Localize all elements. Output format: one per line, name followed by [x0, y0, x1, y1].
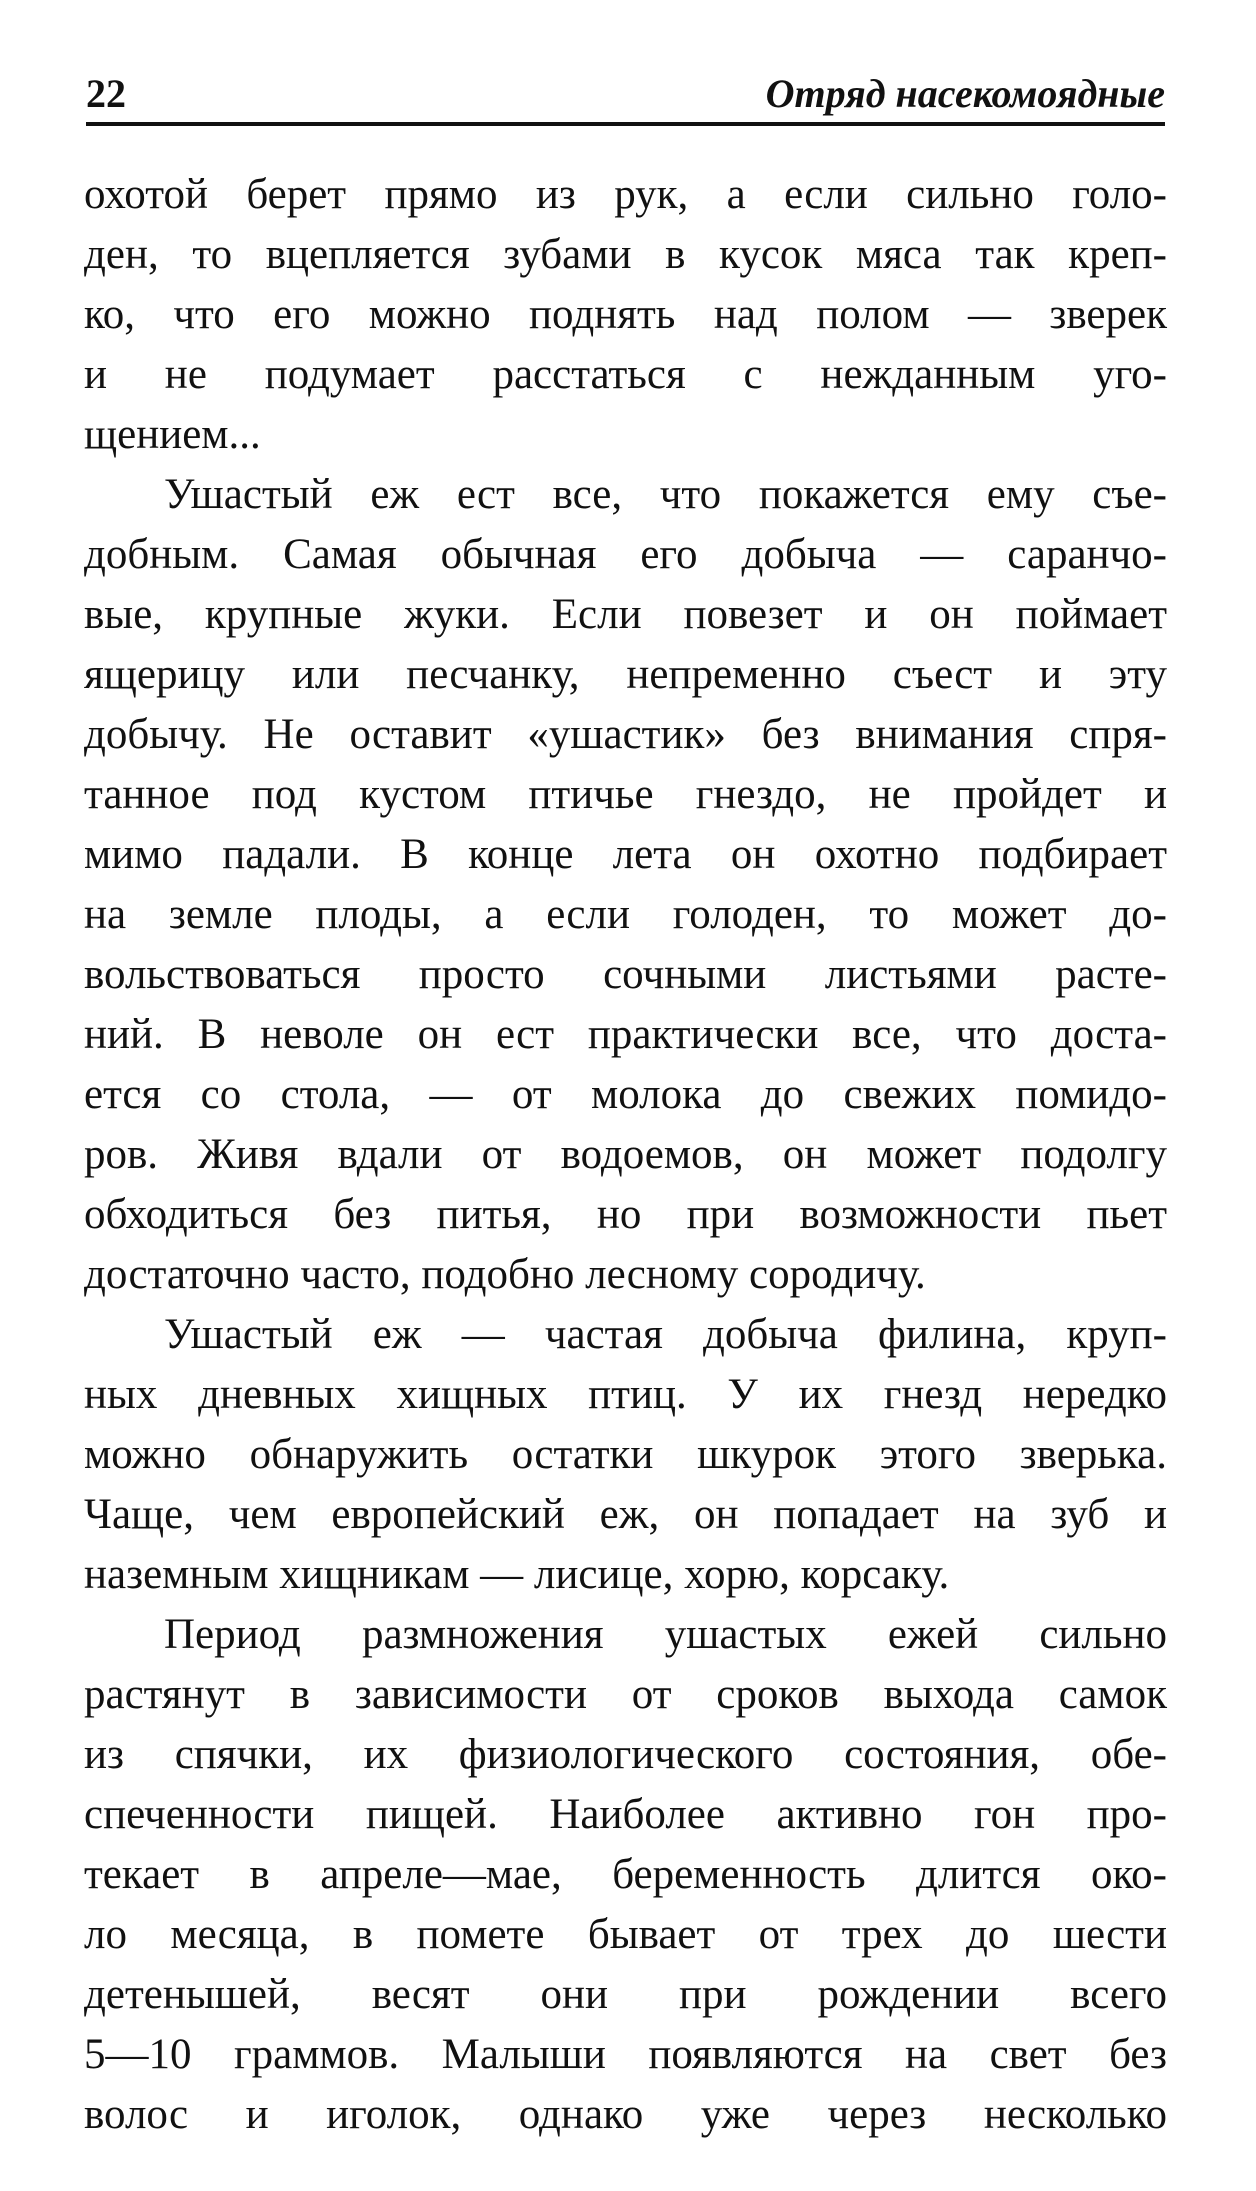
- text-line: Ушастый еж — частая добыча филина, круп-: [164, 1311, 1167, 1358]
- header-rule: [86, 122, 1165, 126]
- text-line: ящерицу или песчанку, непременно съест и эту: [84, 651, 1167, 698]
- text-line: 5—10 граммов. Малыши появляются на свет без: [84, 2031, 1167, 2078]
- text-line: Чаще, чем европейский еж, он попадает на зуб и: [84, 1491, 1167, 1538]
- text-line: ется со стола, — от молока до свежих помидо-: [84, 1071, 1167, 1118]
- text-line: Период размножения ушастых ежей сильно: [164, 1611, 1167, 1658]
- text-line: растянут в зависимости от сроков выхода самок: [84, 1671, 1167, 1718]
- text-line: ко, что его можно поднять над полом — зверек: [84, 291, 1167, 338]
- text-line: можно обнаружить остатки шкурок этого зверька.: [84, 1431, 1167, 1478]
- text-line: ров. Живя вдали от водоемов, он может подолгу: [84, 1131, 1167, 1178]
- text-line: щением...: [84, 411, 261, 458]
- running-title: Отряд насекомоядные: [765, 71, 1165, 116]
- text-line: ло месяца, в помете бывает от трех до шести: [84, 1911, 1167, 1958]
- text-line: охотой берет прямо из рук, а если сильно голо-: [84, 171, 1167, 218]
- page-header: [86, 70, 1165, 130]
- text-line: достаточно часто, подобно лесному сородичу.: [84, 1251, 926, 1298]
- text-line: на земле плоды, а если голоден, то может до-: [84, 891, 1167, 938]
- text-line: волос и иголок, однако уже через несколько: [84, 2091, 1167, 2138]
- text-line: спеченности пищей. Наиболее активно гон про-: [84, 1791, 1167, 1838]
- text-line: ден, то вцепляется зубами в кусок мяса так креп-: [84, 231, 1167, 278]
- text-line: ний. В неволе он ест практически все, что доста-: [84, 1011, 1167, 1058]
- text-line: и не подумает расстаться с нежданным уго-: [84, 351, 1167, 398]
- text-line: добным. Самая обычная его добыча — саранчо-: [84, 531, 1167, 578]
- text-line: ных дневных хищных птиц. У их гнезд нередко: [84, 1371, 1167, 1418]
- text-line: Ушастый еж ест все, что покажется ему съе-: [164, 471, 1167, 518]
- text-line: текает в апреле—мае, беременность длится око-: [84, 1851, 1167, 1898]
- text-line: вольствоваться просто сочными листьями расте-: [84, 951, 1167, 998]
- text-line: вые, крупные жуки. Если повезет и он поймает: [84, 591, 1167, 638]
- text-line: обходиться без питья, но при возможности пьет: [84, 1191, 1167, 1238]
- page-number: 22: [86, 71, 126, 116]
- text-line: мимо падали. В конце лета он охотно подбирает: [84, 831, 1167, 878]
- text-line: детенышей, весят они при рождении всего: [84, 1971, 1167, 2018]
- text-line: танное под кустом птичье гнездо, не пройдет и: [84, 771, 1167, 818]
- body-text: [84, 165, 1167, 2145]
- text-line: из спячки, их физиологического состояния, обе-: [84, 1731, 1167, 1778]
- text-line: наземным хищникам — лисице, хорю, корсаку.: [84, 1551, 950, 1598]
- text-line: добычу. Не оставит «ушастик» без внимания спря-: [84, 711, 1167, 758]
